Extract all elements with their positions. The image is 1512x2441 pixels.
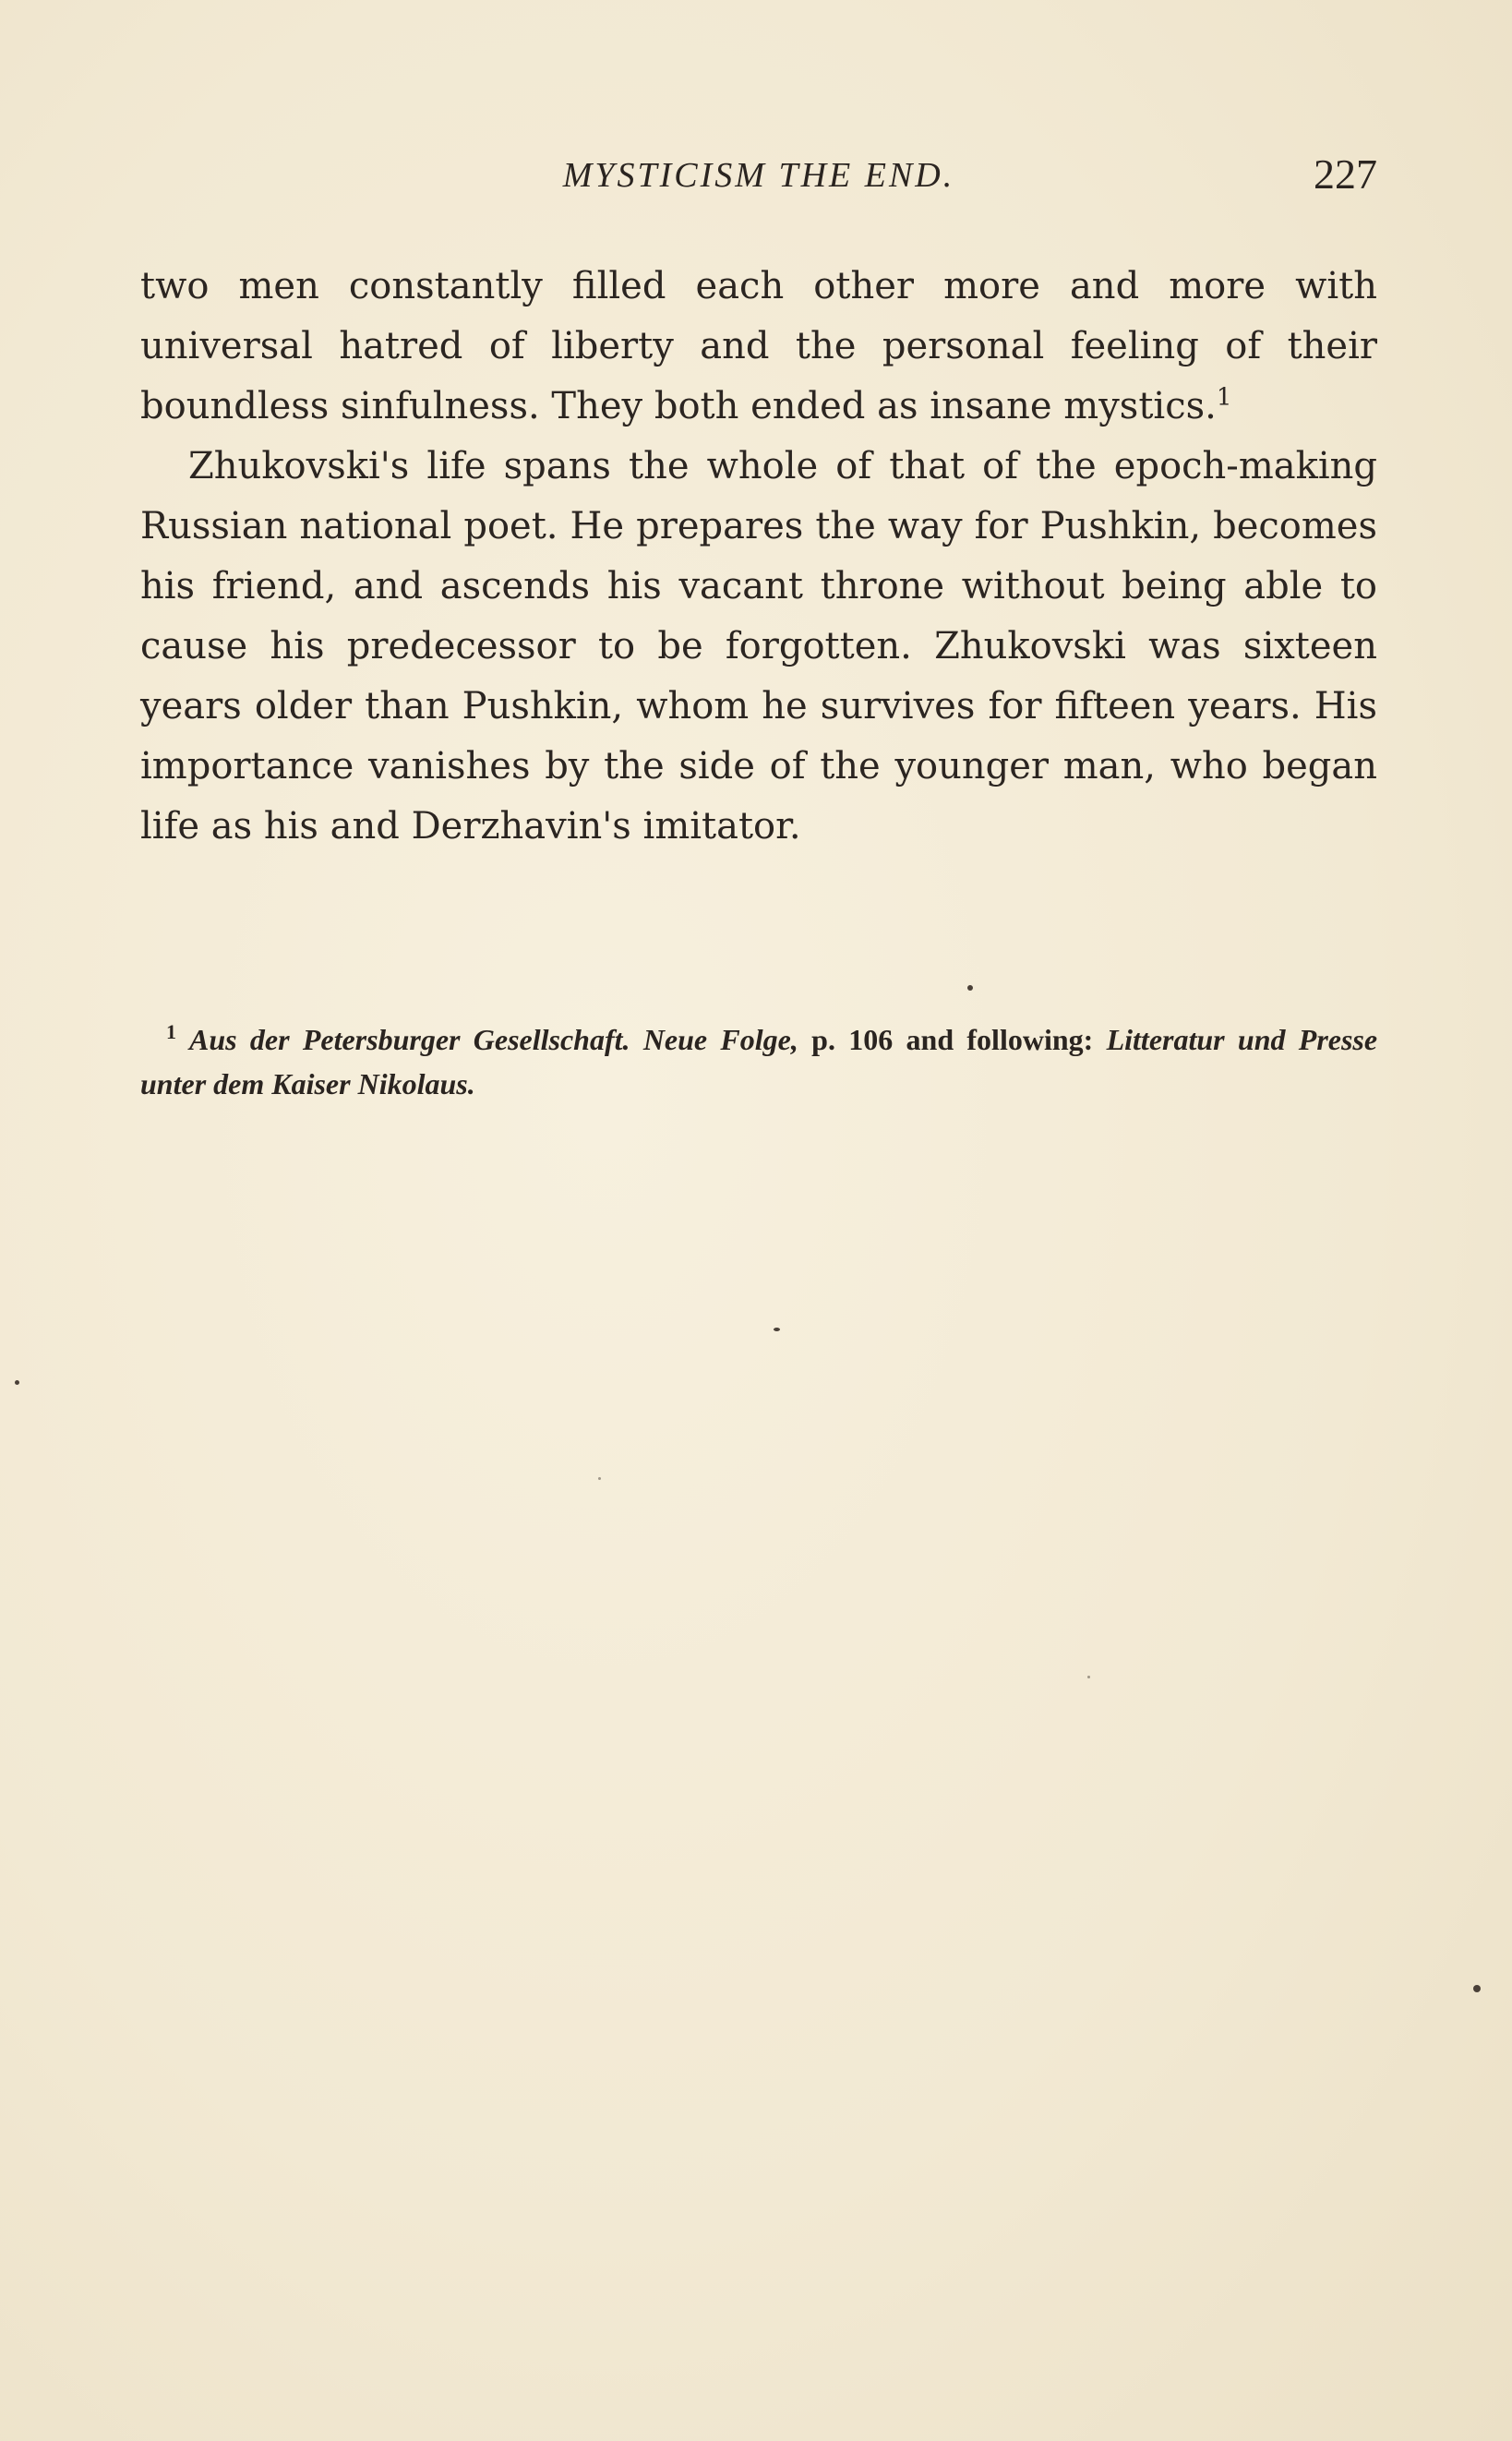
paper-speck — [1087, 1676, 1090, 1678]
footnote-series: Neue Folge, — [642, 1023, 798, 1056]
paper-speck — [1473, 1985, 1481, 1992]
paper-speck — [15, 1380, 19, 1385]
running-head — [140, 150, 1377, 205]
paper-speck — [774, 1328, 780, 1331]
footnote-reference: 1 — [1216, 383, 1232, 412]
paper-speck — [967, 985, 973, 991]
running-title: MYSTICISM THE END. — [562, 156, 955, 195]
paragraph-text: Zhukovski's life spans the whole of that of the epoch-making Russian national poet. He prepares the way for Pushkin, becomes his friend, and ascends his vacant throne without being able to cause his predecessor to be forgotten. Zhukovski was sixteen years older than Pushkin, whom he survives for fifteen years. His importance vanishes by the side of the younger man, who began life as his and Derzhavin's imitator. — [140, 445, 1377, 848]
footnote-chapter: Litteratur und Presse unter dem Kaiser Nikolaus. — [140, 1023, 1378, 1100]
paper-speck — [598, 1477, 601, 1480]
footnote-title: Aus der Petersburger Gesellschaft. — [189, 1023, 630, 1056]
page-number: 227 — [1314, 150, 1377, 198]
footnote — [140, 1017, 1377, 1106]
paragraph-text: two men constantly filled each other more and more with universal hatred of liberty and the personal feeling of their boundless sinfulness. They both ended as insane mystics. — [140, 265, 1377, 427]
paragraph — [140, 437, 1377, 857]
footnote-pages: p. 106 and following: — [811, 1023, 1094, 1056]
paragraph — [140, 257, 1377, 437]
footnote-marker: 1 — [166, 1020, 176, 1044]
body-text — [140, 257, 1377, 857]
